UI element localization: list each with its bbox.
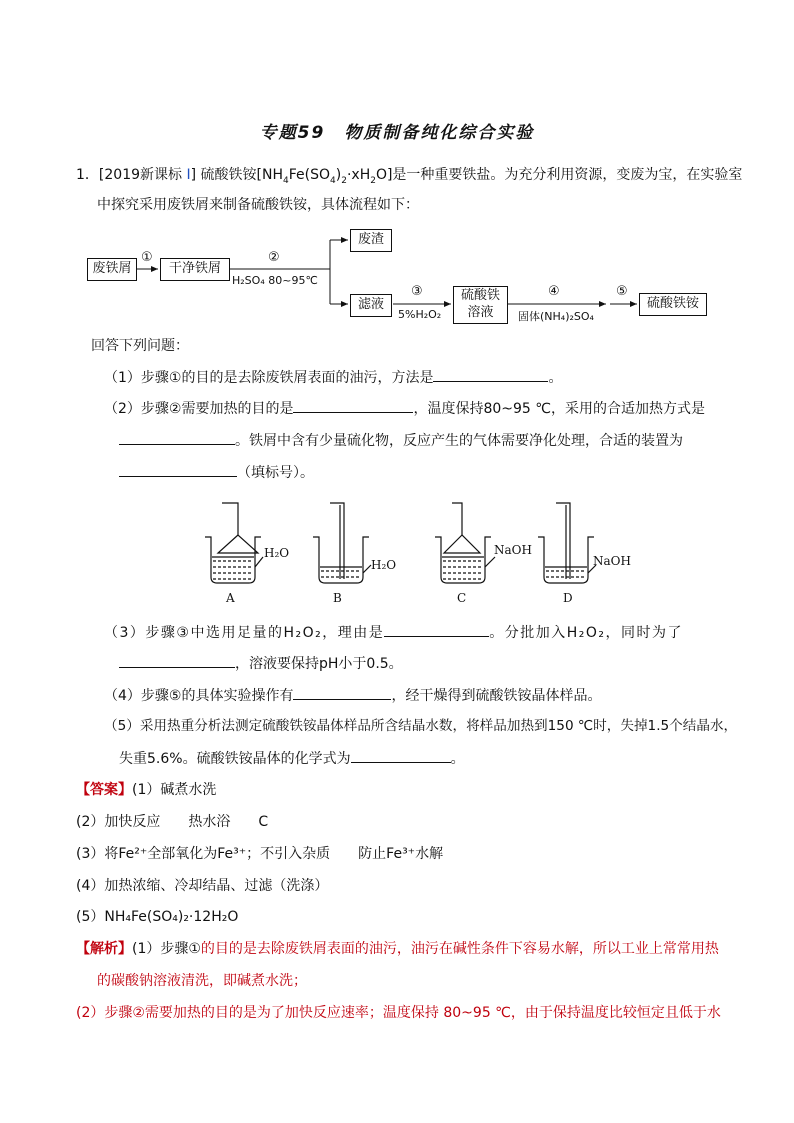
flow-box-clean-iron: 干净铁屑 (160, 258, 230, 281)
flow-step-1: ① (141, 250, 153, 265)
flow-box-waste: 废渣 (350, 229, 392, 252)
flow-reagent-2: H₂SO₄ 80~95℃ (232, 274, 318, 287)
flow-step-4: ④ (548, 284, 560, 299)
apparatus-d-label: NaOH (593, 554, 631, 568)
answer-blank (119, 653, 235, 668)
analysis-line-2: 的碳酸钠溶液清洗，即碱煮水洗； (97, 973, 307, 989)
flow-box-ferric-solution: 硫酸铁 溶液 (453, 286, 508, 324)
apparatus-c-label: NaOH (494, 543, 532, 557)
part-4: （4）步骤⑤的具体实验操作有 ，经干燥得到硫酸铁铵晶体样品。 (104, 685, 601, 706)
part-2-line3: （填标号）。 (119, 462, 314, 483)
apparatus-drawings (0, 495, 794, 610)
answer-blank (293, 398, 413, 413)
part-3-line1: （3）步骤③中选用足量的H₂O₂，理由是 。分批加入H₂O₂，同时为了 (104, 622, 683, 643)
analysis-line-1: 【解析】(1）步骤①的目的是去除废铁屑表面的油污，油污在碱性条件下容易水解，所以工业上常常用热 (76, 941, 719, 957)
answer-line-4: (4）加热浓缩、冷却结晶、过滤（洗涤） (76, 878, 329, 894)
question-intro: 1．[2019新课标 Ⅰ] 硫酸铁铵$[NH_4Fe(SO_4)_2\cdot xH_2O]$是一种重要铁盐。为充分利用资源，变废为宝，在实验室 (76, 167, 743, 186)
flow-step-5: ⑤ (616, 284, 628, 299)
analysis-line-3: (2）步骤②需要加热的目的是为了加快反应速率；温度保持 80~95 ℃，由于保持温度比较恒定且低于水 (76, 1005, 721, 1021)
answer-line-3: (3）将Fe²⁺全部氧化为Fe³⁺；不引入杂质 防止Fe³⁺水解 (76, 846, 444, 862)
flow-step-3: ③ (411, 284, 423, 299)
apparatus-d-letter: D (563, 591, 573, 605)
flow-reagent-3: 5%H₂O₂ (398, 308, 442, 321)
answer-blank (384, 622, 489, 637)
page-title: 专题59 物质制备纯化综合实验 (259, 123, 535, 143)
flow-step-2: ② (268, 250, 280, 265)
part-3-line2: ，溶液要保持pH小于0.5。 (119, 653, 403, 674)
question-intro-line2: 中探究采用废铁屑来制备硫酸铁铵，具体流程如下： (97, 197, 419, 213)
part-5-line1: （5）采用热重分析法测定硫酸铁铵晶体样品所含结晶水数，将样品加热到150 ℃时，失掉1.5个结晶水， (104, 718, 738, 734)
answer-blank (351, 748, 451, 763)
answer-line-5: (5）NH₄Fe(SO₄)₂·12H₂O (76, 909, 239, 925)
answer-tag: 【答案】 (76, 782, 132, 798)
prompt-text: 回答下列问题： (91, 338, 189, 354)
apparatus-c-letter: C (457, 591, 467, 605)
flow-box-scrap-iron: 废铁屑 (87, 258, 137, 281)
answer-blank (293, 685, 391, 700)
answer-blank (433, 367, 548, 382)
apparatus-b-label: H₂O (371, 558, 397, 572)
answer-line-1: 【答案】(1）碱煮水洗 (76, 782, 217, 798)
part-1: （1）步骤①的目的是去除废铁屑表面的油污，方法是 。 (104, 367, 562, 388)
flow-box-product: 硫酸铁铵 (639, 293, 707, 316)
answer-blank (119, 462, 237, 477)
part-5-line2: 失重5.6%。硫酸铁铵晶体的化学式为 。 (119, 748, 465, 769)
apparatus-b-letter: B (333, 591, 342, 605)
part-2-line2: 。铁屑中含有少量硫化物，反应产生的气体需要净化处理，合适的装置为 (119, 430, 683, 451)
answer-blank (119, 430, 235, 445)
flow-box-filtrate: 滤液 (350, 294, 392, 317)
apparatus-a-letter: A (226, 591, 235, 605)
part-2-line1: （2）步骤②需要加热的目的是 ，温度保持80~95 ℃，采用的合适加热方式是 (104, 398, 705, 419)
apparatus-a-label: H₂O (264, 546, 290, 560)
answer-line-2: (2）加快反应 热水浴 C (76, 814, 269, 830)
flow-arrows (0, 0, 794, 340)
flow-reagent-4: 固体(NH₄)₂SO₄ (518, 310, 594, 323)
analysis-tag: 【解析】 (76, 941, 132, 957)
